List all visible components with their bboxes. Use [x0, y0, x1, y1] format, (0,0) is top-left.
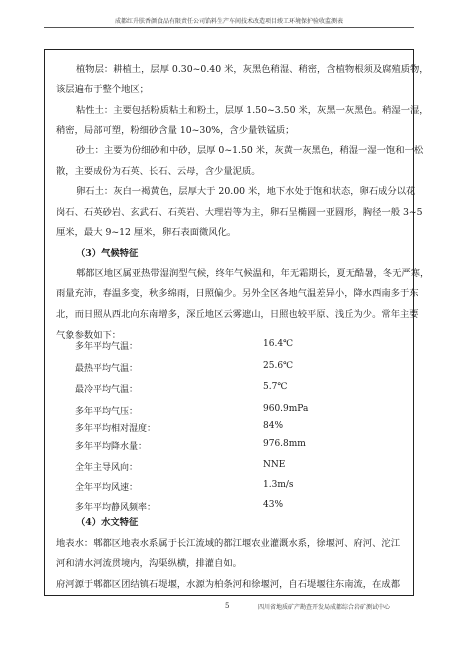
- paragraph-line: 卵石土：灰白一褐黄色，层厚大于 20.00 米，地下水处于饱和状态，卵石成分以花: [76, 186, 416, 197]
- param-label: 多年平均相对湿度：: [75, 424, 157, 434]
- param-label: 多年平均降水量：: [75, 442, 148, 452]
- param-value: 5.7℃: [263, 382, 288, 392]
- footer-organization: 四川省地质矿产勘查开发局成都综合岩矿测试中心: [258, 604, 391, 611]
- param-value: 84%: [263, 421, 284, 431]
- paragraph-line: 雨量充沛，春温多变，秋多绵雨，日照偏少。另外全区各地气温差异小，降水西南多于东: [56, 288, 419, 299]
- param-label: 最冷平均气温：: [75, 385, 139, 395]
- paragraph-line: 稍密，局部可塑，粉细砂含量 10~30%，含少量铁锰质；: [56, 125, 295, 136]
- paragraph-line: 散，主要成份为石英、长石、云母，含少量泥质。: [56, 166, 261, 177]
- param-value: NNE: [263, 460, 286, 470]
- section-heading-climate: （3）气候特征: [76, 248, 139, 259]
- param-label: 最热平均气温：: [75, 364, 139, 374]
- page-number: 5: [225, 602, 230, 610]
- param-label: 多年平均气压：: [75, 407, 139, 417]
- paragraph-line: 厘米，最大 9~12 厘米，卵石表面微风化。: [56, 227, 237, 238]
- param-label: 全年主导风向：: [75, 463, 139, 473]
- paragraph-line: 砂土：主要为份细砂和中砂，层厚 0~1.50 米，灰黄一灰黑色，稍湿一湿一饱和一松: [76, 145, 424, 156]
- section-heading-hydrology: （4）水文特征: [76, 517, 139, 528]
- param-label: 多年平均静风频率：: [75, 503, 157, 513]
- param-value: 16.4℃: [263, 339, 294, 349]
- param-label: 多年平均气温：: [75, 342, 139, 352]
- paragraph-line: 府河源于郫都区团结镇石堤堰，水源为柏条河和徐堰河，自石堤堰往东南流，在成都: [56, 579, 400, 590]
- paragraph-line: 植物层：耕植土，层厚 0.30~0.40 米，灰黑色稍湿、稍密，含植物根须及腐殖质物，: [76, 64, 429, 75]
- paragraph-line: 气象参数如下：: [56, 330, 122, 341]
- param-label: 全年平均风速：: [75, 483, 139, 493]
- param-value: 960.9mPa: [263, 404, 309, 414]
- paragraph-line: 岗石、石英砂岩、玄武石、石英岩、大理岩等为主，卵石呈椭圆一亚圆形，胸径一般 3~5: [56, 207, 423, 218]
- paragraph-line: 河和清水河流贯境内，沟渠纵横，排灌自如。: [56, 558, 242, 569]
- paragraph-line: 北，而日照从西北向东南增多，深丘地区云雾遮山，日照也较平原、浅丘为少。常年主要: [56, 309, 419, 320]
- paragraph-line: 该层遍布于整个地区；: [56, 84, 149, 95]
- document-header: 成都红升肤香颜食品有限责任公司馅料生产车间技术改造项目竣工环境保护验收监测表: [114, 18, 343, 25]
- header-rule: [44, 27, 414, 28]
- paragraph-line: 地表水：郫都区地表水系属于长江流域的都江堰农业灌溉水系，徐堰河、府河、沱江: [56, 538, 400, 549]
- param-value: 25.6℃: [263, 361, 294, 371]
- param-value: 43%: [263, 500, 284, 510]
- paragraph-line: 粘性土：主要包括粉质粘土和粉土，层厚 1.50~3.50 米，灰黑一灰黑色。稍湿一湿，: [76, 105, 429, 116]
- param-value: 1.3m/s: [263, 480, 294, 490]
- paragraph-line: 郫都区地区属亚热带湿润型气候，终年气候温和，年无霜期长，夏无酷暑，冬无严寒，: [76, 268, 430, 279]
- param-value: 976.8mm: [263, 439, 306, 449]
